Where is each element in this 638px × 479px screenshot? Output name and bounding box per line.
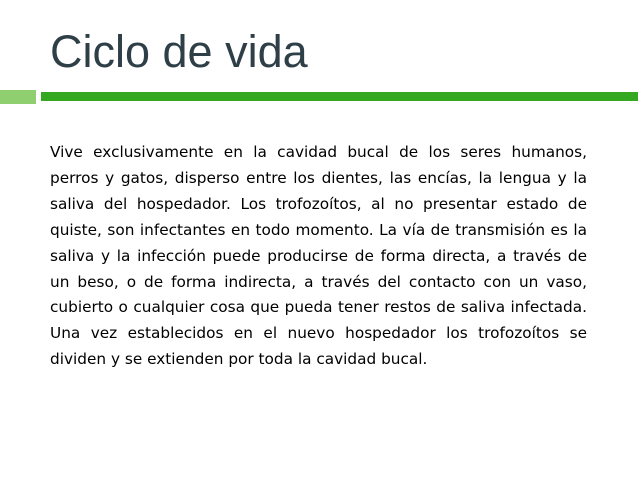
title-divider: [0, 90, 638, 104]
slide-title: Ciclo de vida: [50, 26, 308, 77]
slide-body-text: Vive exclusivamente en la cavidad bucal de los seres humanos, perros y gatos, disperso entre los dientes, las encías, la lengua y la saliva del hospedador. Los trofozoítos, al no presentar estado de quiste, son infectantes en todo momento. La vía de transmisión es la saliva y la infección puede producirse de forma directa, a través de un beso, o de forma indirecta, a través del contacto con un vaso, cubierto o cualquier cosa que pueda tener restos de saliva infectada. Una vez establecidos en el nuevo hospedador los trofozoítos se dividen y se extienden por toda la cavidad bucal.: [50, 143, 587, 369]
divider-accent-square: [0, 90, 36, 104]
divider-bar: [41, 92, 638, 101]
